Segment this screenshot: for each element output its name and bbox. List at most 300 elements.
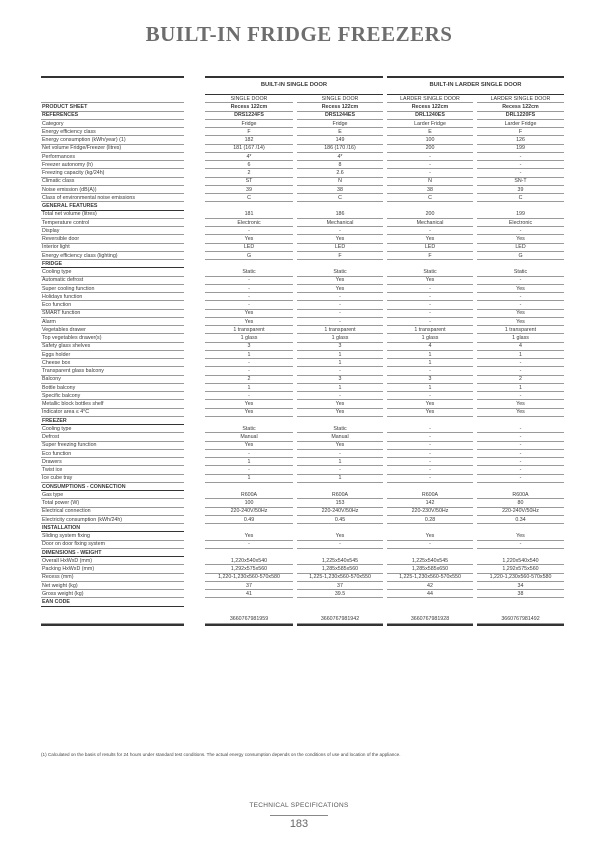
spec-row: [41, 375, 564, 383]
row-label: PRODUCT SHEET: [41, 103, 184, 111]
value-cell: 1: [205, 350, 293, 358]
value-cell: -: [477, 293, 564, 301]
value-cell: -: [297, 309, 383, 317]
value-cell: 1 glass: [387, 334, 473, 342]
section-title: FRIDGE: [41, 260, 184, 268]
row-label: Cooling type: [41, 425, 184, 433]
value-cell: 1 glass: [297, 334, 383, 342]
value-cell: F: [477, 128, 564, 136]
value-cell: 3: [387, 375, 473, 383]
value-cell: 1: [477, 350, 564, 358]
value-cell: -: [477, 301, 564, 309]
spec-row: [41, 243, 564, 251]
value-cell: -: [387, 367, 473, 375]
value-cell: -: [205, 367, 293, 375]
spec-row: [41, 408, 564, 416]
value-cell: Yes: [205, 532, 293, 540]
row-label: Super freezing function: [41, 441, 184, 449]
value-cell: 1,292x575x560: [477, 565, 564, 573]
value-cell: -: [205, 293, 293, 301]
value-cell: Yes: [477, 317, 564, 325]
value-cell: SINGLE DOOR: [205, 95, 293, 103]
value-cell: -: [205, 276, 293, 284]
value-cell: Static: [387, 268, 473, 276]
value-cell: -: [387, 317, 473, 325]
value-cell: [297, 416, 383, 424]
value-cell: G: [205, 251, 293, 259]
value-cell: -: [387, 433, 473, 441]
value-cell: N: [297, 177, 383, 185]
value-cell: 1,225-1,230x560-570x550: [387, 573, 473, 581]
value-cell: C: [477, 194, 564, 202]
footnote: (1) Calculated on the basis of results for 24 hours under standard test conditions. The actual energy consumption depends on the conditions of use and location of the appliance.: [41, 752, 401, 757]
value-cell: 1 glass: [205, 334, 293, 342]
value-cell: Recess 122cm: [477, 103, 564, 111]
row-label: [41, 616, 184, 624]
value-cell: 2: [205, 375, 293, 383]
value-cell: Yes: [477, 309, 564, 317]
value-cell: 1: [205, 383, 293, 391]
row-label: Holidays function: [41, 293, 184, 301]
spec-row: [41, 185, 564, 193]
value-cell: Yes: [297, 441, 383, 449]
value-cell: 1: [297, 359, 383, 367]
value-cell: Static: [205, 425, 293, 433]
value-cell: -: [477, 169, 564, 177]
spec-row: [41, 581, 564, 589]
value-cell: Yes: [477, 284, 564, 292]
value-cell: 2.6: [297, 169, 383, 177]
value-cell: Yes: [477, 532, 564, 540]
value-cell: 42: [387, 581, 473, 589]
value-cell: 100: [205, 499, 293, 507]
spec-row: [41, 169, 564, 177]
value-cell: Larder Fridge: [387, 119, 473, 127]
value-cell: F: [297, 251, 383, 259]
value-cell: [205, 524, 293, 532]
value-cell: 220-230V/50Hz: [387, 507, 473, 515]
value-cell: 0.34: [477, 515, 564, 523]
value-cell: 1,225-1,230x560-570x550: [297, 573, 383, 581]
value-cell: 1,220x540x540: [477, 557, 564, 565]
value-cell: Yes: [387, 276, 473, 284]
spec-row: [41, 606, 564, 616]
spec-row: [41, 532, 564, 540]
spec-row: [41, 268, 564, 276]
value-cell: 44: [387, 590, 473, 598]
value-cell: -: [387, 284, 473, 292]
row-label: Energy consumption (kWh/year) (1): [41, 136, 184, 144]
value-cell: 0.45: [297, 515, 383, 523]
value-cell: 4: [387, 342, 473, 350]
row-label: [41, 606, 184, 616]
value-cell: 3: [205, 342, 293, 350]
row-label: Eggs holder: [41, 350, 184, 358]
value-cell: [387, 598, 473, 606]
value-cell: [477, 606, 564, 616]
value-cell: [205, 548, 293, 556]
spec-row: [41, 342, 564, 350]
value-cell: G: [477, 251, 564, 259]
value-cell: Static: [205, 268, 293, 276]
spec-row: [41, 573, 564, 581]
value-cell: 1: [297, 458, 383, 466]
value-cell: 1: [297, 383, 383, 391]
value-cell: -: [387, 540, 473, 548]
section-header-row: [41, 524, 564, 532]
value-cell: 1,220-1,230x560-570x580: [205, 573, 293, 581]
value-cell: ST: [205, 177, 293, 185]
spec-row: [41, 276, 564, 284]
value-cell: 1: [477, 383, 564, 391]
value-cell: DRL1240ES: [387, 111, 473, 119]
value-cell: 181 (167 /14): [205, 144, 293, 152]
row-label: Reversible door: [41, 235, 184, 243]
value-cell: LED: [477, 243, 564, 251]
row-label: Specific balcony: [41, 392, 184, 400]
value-cell: -: [297, 301, 383, 309]
row-label: Freezing capacity (kg/24h): [41, 169, 184, 177]
value-cell: 1: [297, 350, 383, 358]
page-title: BUILT-IN FRIDGE FREEZERS: [145, 22, 453, 46]
value-cell: -: [297, 392, 383, 400]
value-cell: 80: [477, 499, 564, 507]
value-cell: 41: [205, 590, 293, 598]
spec-row: [41, 557, 564, 565]
value-cell: 38: [477, 590, 564, 598]
value-cell: -: [477, 433, 564, 441]
value-cell: [205, 416, 293, 424]
value-cell: Yes: [477, 400, 564, 408]
value-cell: 1 glass: [477, 334, 564, 342]
value-cell: 199: [477, 144, 564, 152]
spec-row: [41, 293, 564, 301]
value-cell: 3660767981492: [477, 616, 564, 624]
value-cell: [297, 548, 383, 556]
spec-row: [41, 540, 564, 548]
value-cell: Yes: [297, 235, 383, 243]
row-label: Climatic class: [41, 177, 184, 185]
spec-row: [41, 119, 564, 127]
section-title: CONSUMPTIONS - CONNECTION: [41, 482, 184, 490]
value-cell: -: [387, 392, 473, 400]
row-label: Alarm: [41, 317, 184, 325]
value-cell: -: [387, 474, 473, 482]
value-cell: 3660767981959: [205, 616, 293, 624]
row-label: Packing HxWxD (mm): [41, 565, 184, 573]
spec-row: [41, 111, 564, 119]
spec-row: [41, 194, 564, 202]
row-label: Defrost: [41, 433, 184, 441]
value-cell: Mechanical: [387, 218, 473, 226]
row-label: Cheese box: [41, 359, 184, 367]
value-cell: [387, 416, 473, 424]
value-cell: LARDER SINGLE DOOR: [387, 95, 473, 103]
spec-row: [41, 235, 564, 243]
value-cell: 37: [297, 581, 383, 589]
value-cell: -: [297, 466, 383, 474]
value-cell: -: [297, 293, 383, 301]
row-label: Indicator area ≤ 4°C: [41, 408, 184, 416]
page-number: 183: [289, 818, 309, 830]
value-cell: 1,225x540x545: [387, 557, 473, 565]
value-cell: -: [387, 161, 473, 169]
value-cell: 1: [205, 458, 293, 466]
section-header-row: [41, 598, 564, 606]
spec-row: [41, 95, 564, 103]
value-cell: 1 transparent: [205, 326, 293, 334]
row-label: [41, 95, 184, 103]
value-cell: [477, 598, 564, 606]
value-cell: [387, 524, 473, 532]
value-cell: -: [387, 169, 473, 177]
value-cell: 39: [477, 185, 564, 193]
row-label: Automatic defrost: [41, 276, 184, 284]
value-cell: Electronic: [205, 218, 293, 226]
value-cell: [297, 260, 383, 268]
value-cell: 199: [477, 210, 564, 218]
value-cell: Manual: [297, 433, 383, 441]
value-cell: 38: [387, 185, 473, 193]
spec-row: [41, 433, 564, 441]
value-cell: E: [387, 128, 473, 136]
value-cell: [387, 606, 473, 616]
value-cell: 39.5: [297, 590, 383, 598]
value-cell: [205, 606, 293, 616]
value-cell: [297, 598, 383, 606]
spec-row: [41, 284, 564, 292]
section-header-row: [41, 416, 564, 424]
row-label: Twist ice: [41, 466, 184, 474]
value-cell: Recess 122cm: [387, 103, 473, 111]
value-cell: -: [477, 359, 564, 367]
value-cell: [205, 202, 293, 210]
row-label: Transparent glass balcony: [41, 367, 184, 375]
value-cell: Yes: [387, 235, 473, 243]
value-cell: [477, 524, 564, 532]
spec-row: [41, 474, 564, 482]
value-cell: C: [205, 194, 293, 202]
spec-row: [41, 128, 564, 136]
value-cell: 4*: [205, 152, 293, 160]
value-cell: 1 transparent: [477, 326, 564, 334]
spec-row: [41, 350, 564, 358]
spec-row: [41, 301, 564, 309]
spec-row: [41, 590, 564, 598]
value-cell: Yes: [205, 441, 293, 449]
value-cell: Yes: [297, 532, 383, 540]
spec-row: [41, 507, 564, 515]
value-cell: F: [205, 128, 293, 136]
section-header-row: [41, 482, 564, 490]
spec-row: [41, 210, 564, 218]
spec-row: [41, 616, 564, 624]
value-cell: 2: [477, 375, 564, 383]
value-cell: 142: [387, 499, 473, 507]
spec-row: [41, 400, 564, 408]
value-cell: 1: [387, 350, 473, 358]
value-cell: Static: [297, 425, 383, 433]
value-cell: 153: [297, 499, 383, 507]
row-label: Metallic block bottles shelf: [41, 400, 184, 408]
value-cell: 34: [477, 581, 564, 589]
row-label: Overall HxWxD (mm): [41, 557, 184, 565]
value-cell: Yes: [205, 235, 293, 243]
spec-row: [41, 161, 564, 169]
value-cell: 37: [205, 581, 293, 589]
value-cell: [205, 260, 293, 268]
value-cell: Yes: [387, 400, 473, 408]
row-label: Top vegetables drawer(s): [41, 334, 184, 342]
value-cell: 200: [387, 144, 473, 152]
spec-row: [41, 152, 564, 160]
group-header-larder: BUILT-IN LARDER SINGLE DOOR: [387, 78, 564, 95]
row-label: Net volume Fridge/Freezer (litres): [41, 144, 184, 152]
value-cell: 1: [205, 474, 293, 482]
value-cell: -: [205, 301, 293, 309]
spec-row: [41, 425, 564, 433]
spec-row: [41, 383, 564, 391]
value-cell: -: [205, 449, 293, 457]
spec-row: [41, 326, 564, 334]
value-cell: 0.49: [205, 515, 293, 523]
spec-row: [41, 334, 564, 342]
row-label: Net weight (kg): [41, 581, 184, 589]
value-cell: -: [205, 284, 293, 292]
value-cell: [387, 482, 473, 490]
value-cell: 6: [205, 161, 293, 169]
row-label: Gas type: [41, 491, 184, 499]
value-cell: 181: [205, 210, 293, 218]
footer-divider: [270, 815, 328, 816]
row-label: SMART function: [41, 309, 184, 317]
spec-row: [41, 317, 564, 325]
row-label: Safety glass shelves: [41, 342, 184, 350]
value-cell: -: [477, 276, 564, 284]
value-cell: Static: [477, 268, 564, 276]
value-cell: SN-T: [477, 177, 564, 185]
value-cell: 186: [297, 210, 383, 218]
row-label: Total net volume (litres): [41, 210, 184, 218]
value-cell: R600A: [477, 491, 564, 499]
value-cell: [297, 524, 383, 532]
value-cell: 39: [205, 185, 293, 193]
value-cell: Yes: [297, 276, 383, 284]
value-cell: Yes: [387, 408, 473, 416]
section-header-row: [41, 548, 564, 556]
value-cell: [297, 606, 383, 616]
spec-row: [41, 392, 564, 400]
spec-table: [41, 76, 564, 626]
value-cell: 1 transparent: [387, 326, 473, 334]
value-cell: R600A: [387, 491, 473, 499]
spec-row: [41, 491, 564, 499]
group-header-single-door: BUILT-IN SINGLE DOOR: [205, 78, 383, 95]
value-cell: 1,292x575x560: [205, 565, 293, 573]
value-cell: 1 transparent: [297, 326, 383, 334]
value-cell: -: [387, 441, 473, 449]
value-cell: 182: [205, 136, 293, 144]
value-cell: 8: [297, 161, 383, 169]
value-cell: -: [387, 152, 473, 160]
value-cell: -: [205, 540, 293, 548]
value-cell: 2: [205, 169, 293, 177]
value-cell: Yes: [477, 235, 564, 243]
row-label: Gross weight (kg): [41, 590, 184, 598]
value-cell: [297, 202, 383, 210]
value-cell: Yes: [205, 400, 293, 408]
value-cell: DRS1244ES: [297, 111, 383, 119]
spec-row: [41, 177, 564, 185]
section-title: EAN CODE: [41, 598, 184, 606]
value-cell: 1: [387, 359, 473, 367]
row-label: Electrical connection: [41, 507, 184, 515]
value-cell: -: [205, 227, 293, 235]
spec-row: [41, 441, 564, 449]
value-cell: R600A: [205, 491, 293, 499]
value-cell: Yes: [205, 317, 293, 325]
row-label: Super cooling function: [41, 284, 184, 292]
value-cell: 220-240V/50Hz: [477, 507, 564, 515]
row-label: Cooling type: [41, 268, 184, 276]
row-label: Vegetables drawer: [41, 326, 184, 334]
table-end-rule: [41, 623, 564, 626]
value-cell: 220-240V/50Hz: [297, 507, 383, 515]
value-cell: SINGLE DOOR: [297, 95, 383, 103]
row-label: REFERENCES: [41, 111, 184, 119]
value-cell: 1,225x540x545: [297, 557, 383, 565]
row-label: Category: [41, 119, 184, 127]
value-cell: -: [477, 152, 564, 160]
value-cell: 3660767981942: [297, 616, 383, 624]
value-cell: -: [387, 425, 473, 433]
spec-row: [41, 466, 564, 474]
value-cell: LED: [387, 243, 473, 251]
value-cell: -: [205, 392, 293, 400]
value-cell: -: [477, 458, 564, 466]
value-cell: [387, 260, 473, 268]
spec-row: [41, 449, 564, 457]
value-cell: 1,220x540x540: [205, 557, 293, 565]
value-cell: [477, 548, 564, 556]
value-cell: 126: [477, 136, 564, 144]
value-cell: -: [477, 540, 564, 548]
value-cell: -: [297, 449, 383, 457]
row-label: Sliding system fixing: [41, 532, 184, 540]
value-cell: Electronic: [477, 218, 564, 226]
value-cell: -: [477, 466, 564, 474]
row-label: Door on door fixing system: [41, 540, 184, 548]
value-cell: 4*: [297, 152, 383, 160]
value-cell: Yes: [297, 408, 383, 416]
row-label: Energy efficiency class: [41, 128, 184, 136]
value-cell: -: [205, 359, 293, 367]
value-cell: LARDER SINGLE DOOR: [477, 95, 564, 103]
value-cell: Fridge: [205, 119, 293, 127]
value-cell: Larder Fridge: [477, 119, 564, 127]
spec-row: [41, 359, 564, 367]
spec-row: [41, 103, 564, 111]
value-cell: -: [477, 367, 564, 375]
value-cell: -: [387, 309, 473, 317]
section-header-row: [41, 202, 564, 210]
value-cell: [205, 598, 293, 606]
value-cell: -: [477, 161, 564, 169]
section-title: FREEZER: [41, 416, 184, 424]
value-cell: DRS1224FS: [205, 111, 293, 119]
spec-row: [41, 458, 564, 466]
value-cell: -: [387, 449, 473, 457]
